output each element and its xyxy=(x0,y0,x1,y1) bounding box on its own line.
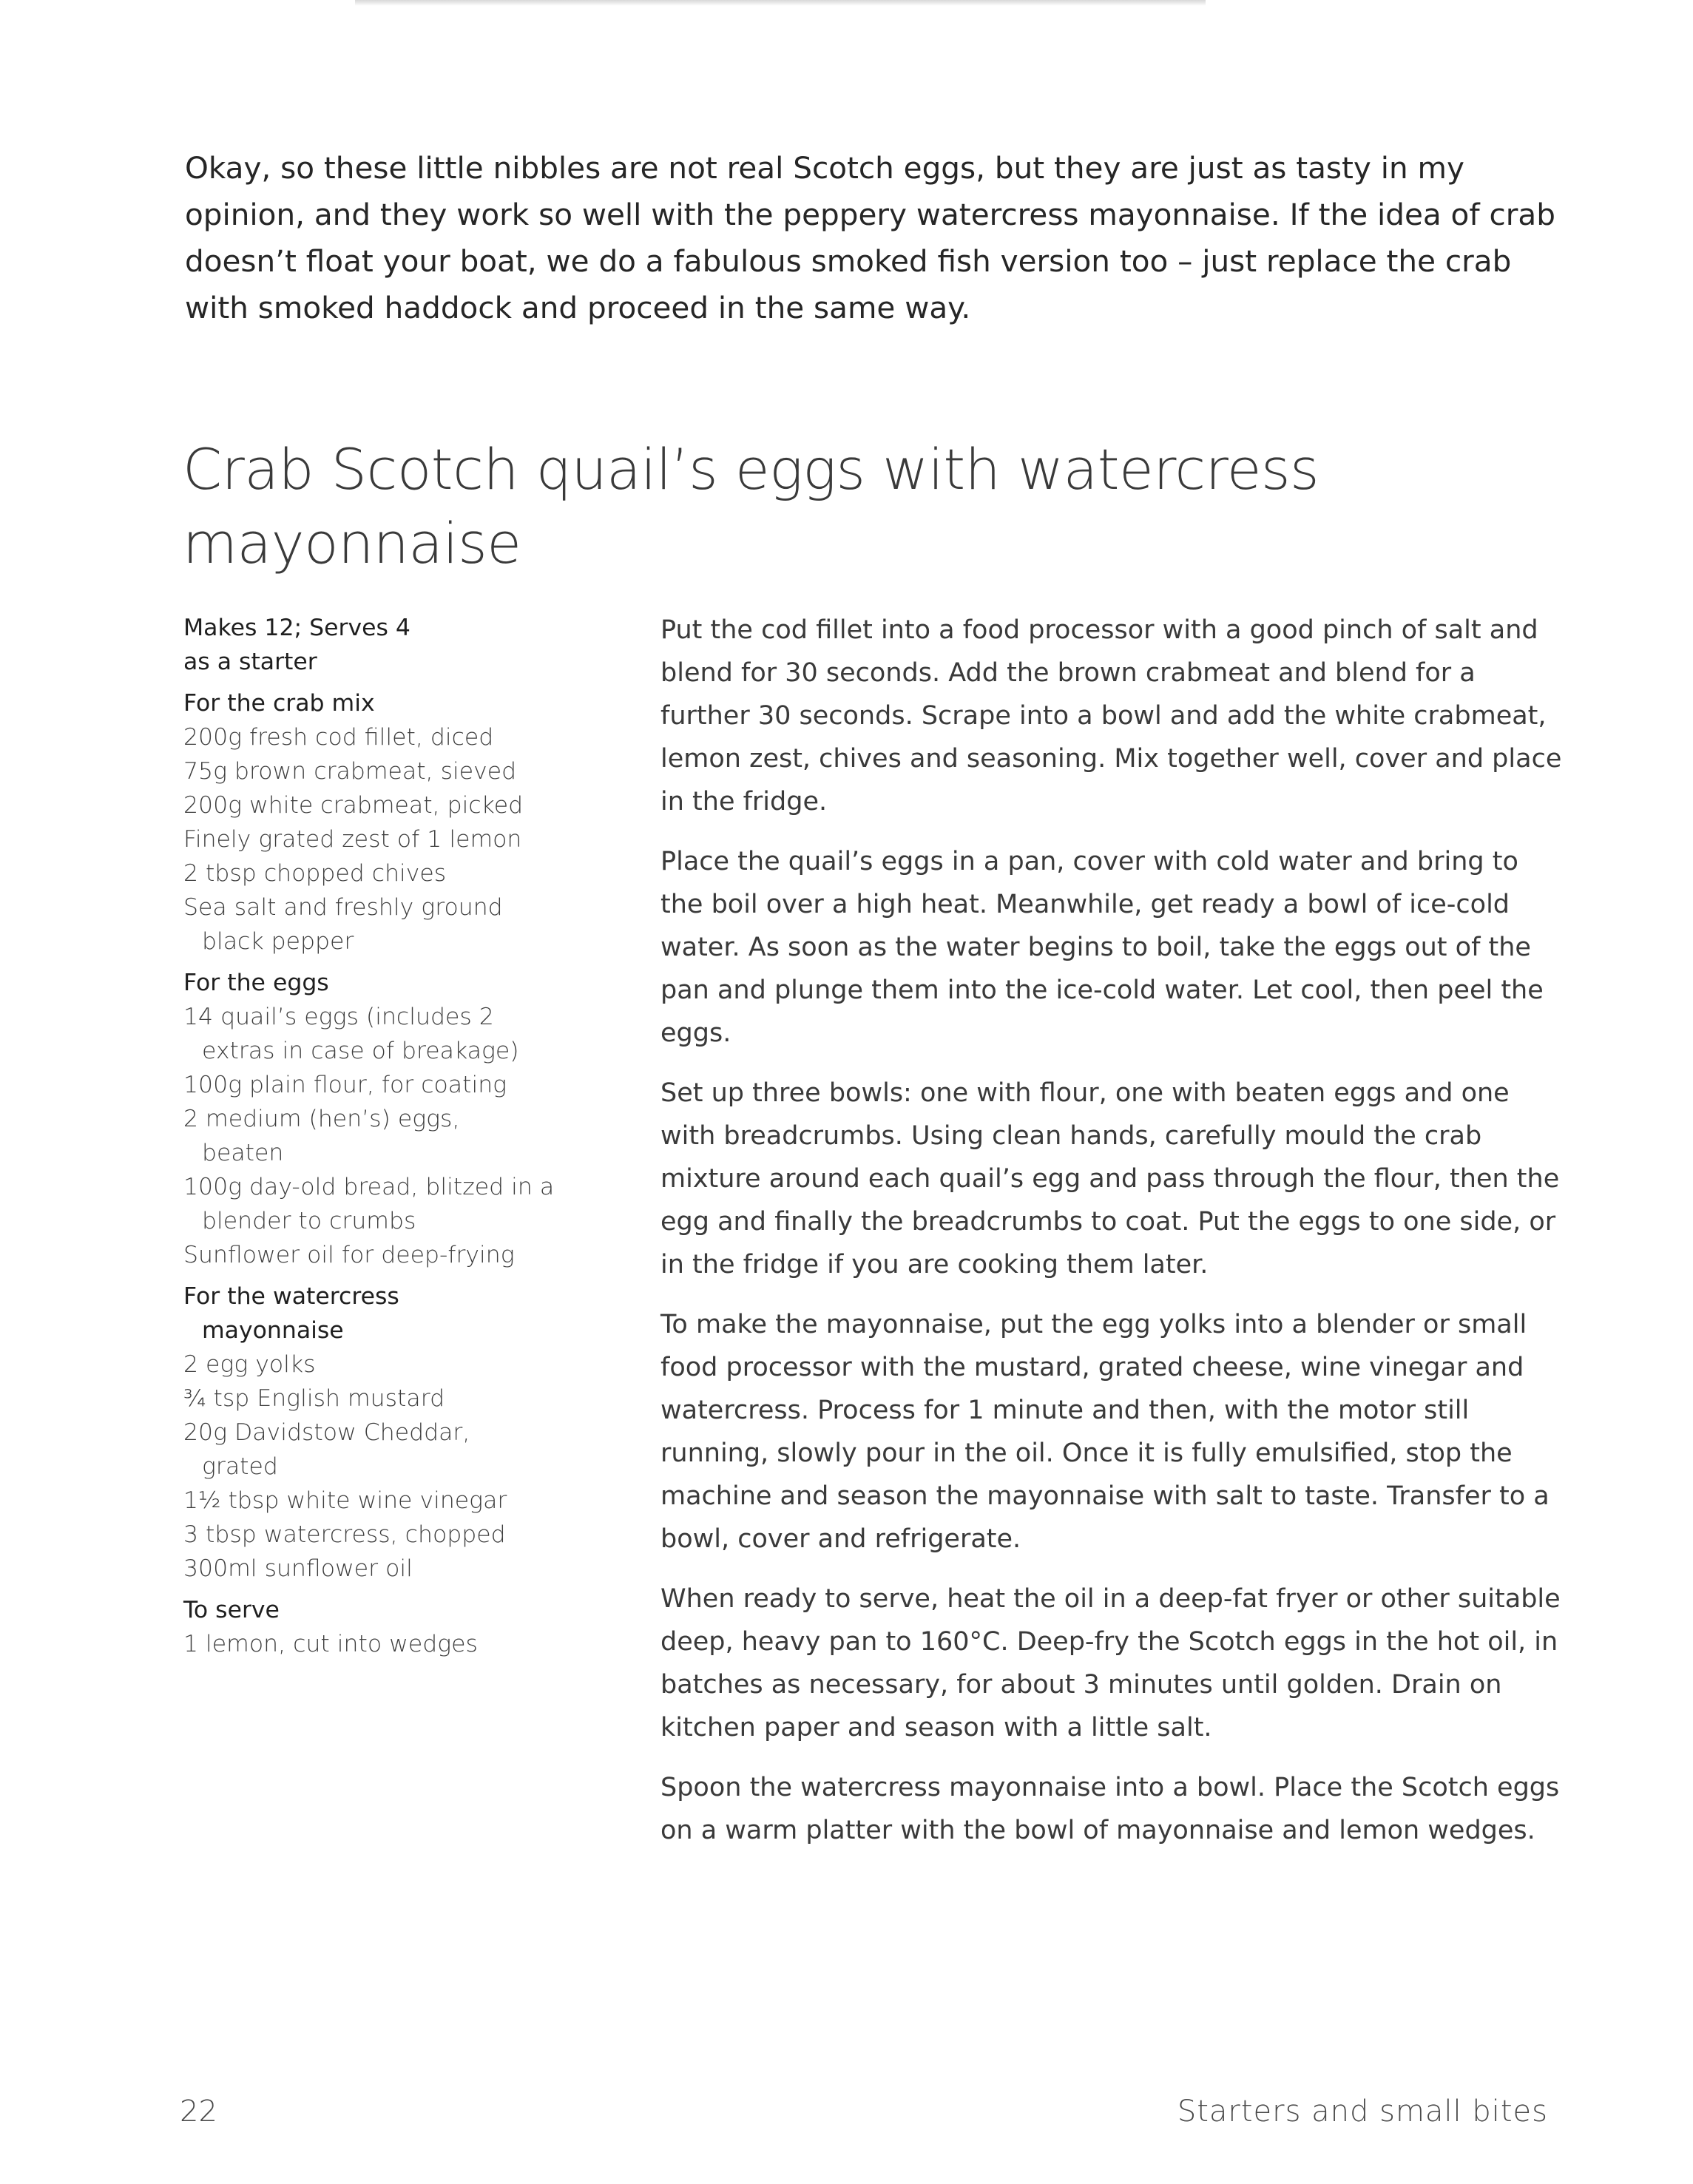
ingredient-item: 100g day-old bread, blitzed in a blender to crumbs xyxy=(183,1174,555,1234)
recipe-title: Crab Scotch quail’s eggs with watercress mayonnaise xyxy=(183,436,1319,576)
method-step: When ready to serve, heat the oil in a deep-fat fryer or other suitable deep, heavy pan to 160°C. Deep-fry the Scotch eggs in the hot oil, in batches as necessary, for about 3 minutes until golden. Drain on kitchen paper and season with a little salt. xyxy=(660,1584,1561,1742)
ingredient-group-title: For the watercress mayonnaise xyxy=(183,1283,399,1344)
ingredient-item: 2 egg yolks xyxy=(183,1351,316,1378)
ingredient-item: 3 tbsp watercress, chopped xyxy=(183,1521,506,1548)
ingredient-list xyxy=(183,720,598,959)
method-step: Place the quail’s eggs in a pan, cover with cold water and bring to the boil over a high heat. Meanwhile, get ready a bowl of ice-cold water. As soon as the water begins to boil, take the eggs out of the pan and plunge them into the ice-cold water. Let cool, then peel the eggs. xyxy=(660,847,1544,1048)
ingredient-group-crab-mix xyxy=(183,686,598,959)
section-name: Starters and small bites xyxy=(1177,2095,1548,2129)
ingredient-item: 300ml sunflower oil xyxy=(183,1555,413,1582)
ingredient-group-watercress-mayonnaise xyxy=(183,1279,598,1586)
ingredient-group-title: To serve xyxy=(183,1597,280,1623)
ingredient-group-to-serve xyxy=(183,1593,598,1661)
method-step: Set up three bowls: one with flour, one with beaten eggs and one with breadcrumbs. Using clean hands, carefully mould the crab mixture around each quail’s egg and pass through the flour, then the egg and finally the breadcrumbs to coat. Put the eggs to one side, or in the fridge if you are cooking them later. xyxy=(660,1078,1560,1279)
intro-paragraph: Okay, so these little nibbles are not real Scotch eggs, but they are just as tasty in my opinion, and they work so well with the peppery watercress mayonnaise. If the idea of crab doesn’t float your boat, we do a fabulous smoked fish version too – just replace the crab with smoked haddock and proceed in the same way. xyxy=(185,150,1555,325)
ingredient-item: Sea salt and freshly ground black pepper xyxy=(183,894,503,955)
ingredients-column xyxy=(183,611,598,1661)
ingredient-group-title: For the eggs xyxy=(183,970,329,996)
ingredient-item: 14 quail’s eggs (includes 2 extras in case of breakage) xyxy=(183,1004,519,1064)
ingredient-item: 1 lemon, cut into wedges xyxy=(183,1631,478,1657)
method-step: Put the cod fillet into a food processor with a good pinch of salt and blend for 30 seconds. Add the brown crabmeat and blend for a further 30 seconds. Scrape into a bowl and add the white crabmeat, lemon zest, chives and seasoning. Mix together well, cover and place in the fridge. xyxy=(660,615,1562,817)
ingredient-item: ¾ tsp English mustard xyxy=(183,1385,445,1412)
page-number: 22 xyxy=(180,2095,217,2129)
ingredient-list xyxy=(183,1348,598,1586)
ingredient-item: 200g fresh cod fillet, diced xyxy=(183,724,494,751)
ingredient-group-title: For the crab mix xyxy=(183,690,375,717)
ingredient-item: Finely grated zest of 1 lemon xyxy=(183,826,522,853)
ingredient-item: 20g Davidstow Cheddar, grated xyxy=(183,1419,470,1480)
ingredient-item: 1½ tbsp white wine vinegar xyxy=(183,1487,507,1514)
method-step: Spoon the watercress mayonnaise into a bowl. Place the Scotch eggs on a warm platter with the bowl of mayonnaise and lemon wedges. xyxy=(660,1773,1560,1845)
ingredient-item: 2 medium (hen’s) eggs, beaten xyxy=(183,1106,460,1166)
ingredient-item: 2 tbsp chopped chives xyxy=(183,860,447,887)
recipe-yield: Makes 12; Serves 4 as a starter xyxy=(183,615,410,675)
ingredient-item: 75g brown crabmeat, sieved xyxy=(183,758,517,785)
ingredient-group-eggs xyxy=(183,966,598,1272)
scan-edge-shadow xyxy=(355,0,1206,6)
ingredient-item: Sunflower oil for deep-frying xyxy=(183,1242,515,1268)
ingredient-item: 200g white crabmeat, picked xyxy=(183,792,524,819)
method-column xyxy=(660,609,1563,1869)
ingredient-list xyxy=(183,1627,598,1661)
ingredient-item: 100g plain flour, for coating xyxy=(183,1072,507,1098)
ingredient-list xyxy=(183,1000,598,1272)
method-step: To make the mayonnaise, put the egg yolks into a blender or small food processor with the mustard, grated cheese, wine vinegar and watercress. Process for 1 minute and then, with the motor still running, slowly pour in the oil. Once it is fully emulsified, stop the machine and season the mayonnaise with salt to taste. Transfer to a bowl, cover and refrigerate. xyxy=(660,1310,1550,1554)
